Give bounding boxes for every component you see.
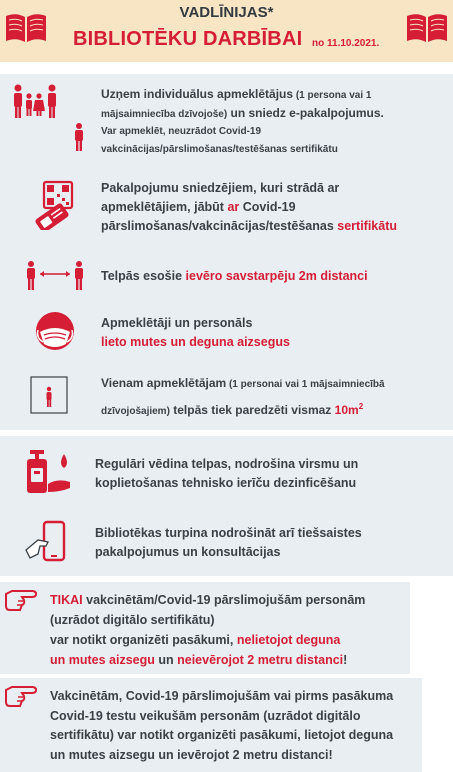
area-person-icon — [30, 376, 68, 414]
header-date: no 11.10.2021. — [312, 38, 380, 49]
rule-events-vaccinated: TIKAI vakcinētām/Covid-19 pārslimojušām personām (uzrādot digitālo sertifikātu) var notikt organizēti pasākumi, nelietojot deguna un mutes aizsegu un neievērojot 2 metru distanci! — [50, 593, 366, 667]
page-title: BIBLIOTĒKU DARBĪBAI — [73, 28, 303, 50]
pointing-hand-icon — [4, 588, 40, 614]
rule-events-tested: Vakcinētām, Covid-19 pārslimojušām vai pirms pasākuma Covid-19 testu veikušām personām (uzrādot digitālo sertifikātu) var notikt organizēti pasākumi, lietojot deguna un mutes aizsegu un ievērojot 2 metru distanci! — [50, 689, 394, 762]
header-banner — [0, 0, 453, 62]
pointing-hand-icon — [4, 684, 40, 710]
distance-icon — [24, 260, 86, 292]
people-family-icon — [12, 82, 66, 152]
header-superscript: VADLĪNIJAS* — [179, 4, 274, 21]
rule-masks: Apmeklētāji un personāls lieto mutes un deguna aizsegus — [101, 316, 290, 349]
rule-staff-certificate: Pakalpojumu sniedzējiem, kuri strādā ar apmeklētājiem, jābūt ar Covid-19 pārslimošanas/vakcinācijas/testēšanas sertifikātu — [101, 181, 398, 233]
qr-certificate-icon — [32, 180, 80, 230]
rule-online-services: Bibliotēkas turpina nodrošināt arī tiešsaistes pakalpojumus un konsultācijas — [95, 526, 362, 559]
rule-area-per-visitor: Vienam apmeklētājam (1 personai vai 1 mājsaimniecībā dzīvojošajiem) telpās tiek paredzēti vismaz $10m^2$ — [101, 376, 385, 417]
rule-distance: Telpās esošie ievēro savstarpēju 2m distanci — [101, 269, 368, 283]
sanitizer-icon — [22, 448, 74, 498]
face-mask-icon — [34, 310, 76, 352]
phone-hand-icon — [24, 520, 72, 564]
single-person-icon — [72, 122, 86, 152]
rule-individual-visitors: Uzņem individuālus apmeklētājus (1 persona vai 1 mājsaimniecība dzīvojoše) un sniedz e-pakalpojumus. Var apmeklēt, neuzrādot Covid-19 vakcinācijas/pārslimošanas/testēšanas sertifikātu — [101, 87, 384, 155]
rule-ventilation: Regulāri vēdina telpas, nodrošina virsmu un koplietošanas tehnisko ierīču dezinficēšanu — [95, 457, 359, 490]
